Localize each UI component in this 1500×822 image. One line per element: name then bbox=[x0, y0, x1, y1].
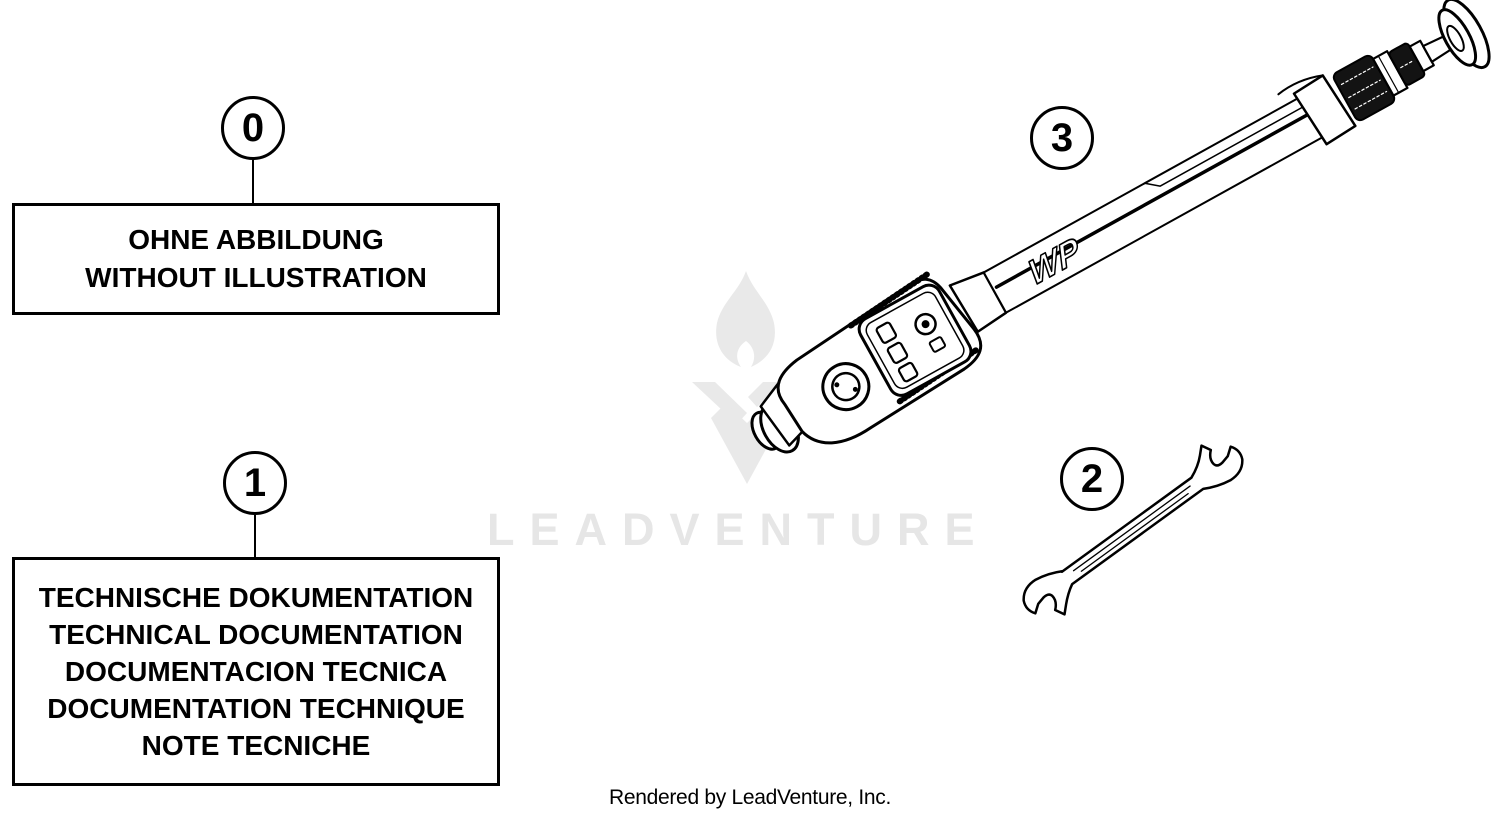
callout-0[interactable] bbox=[221, 96, 285, 160]
leadventure-flame-logo bbox=[692, 271, 784, 484]
note-line: TECHNISCHE DOKUMENTATION bbox=[38, 582, 474, 613]
note-line: WITHOUT ILLUSTRATION bbox=[85, 262, 427, 293]
callout-3[interactable] bbox=[1030, 106, 1094, 170]
callout-2-label: 2 bbox=[1080, 457, 1104, 501]
wrench-outline bbox=[1010, 430, 1256, 630]
callout-0-connector-line bbox=[252, 160, 254, 203]
callout-1[interactable] bbox=[223, 451, 287, 515]
wp-brand-mark: WP bbox=[1024, 230, 1085, 294]
note-box-without-illustration bbox=[12, 203, 500, 315]
note-line: DOCUMENTACION TECNICA bbox=[64, 656, 448, 687]
callout-2[interactable] bbox=[1060, 447, 1124, 511]
open-end-wrench-drawing bbox=[1010, 430, 1256, 630]
torque-wrench-drawing bbox=[727, 0, 1500, 479]
callout-3-label: 3 bbox=[1050, 116, 1074, 160]
note-line: DOCUMENTATION TECHNIQUE bbox=[47, 693, 465, 724]
callout-1-label: 1 bbox=[243, 461, 267, 505]
flame-icon bbox=[716, 271, 775, 367]
note-line: NOTE TECNICHE bbox=[141, 730, 371, 761]
callout-1-connector-line bbox=[254, 515, 256, 557]
callout-0-label: 0 bbox=[241, 106, 265, 150]
note-line: TECHNICAL DOCUMENTATION bbox=[49, 619, 463, 650]
rendered-by-credit: Rendered by LeadVenture, Inc. bbox=[608, 786, 891, 809]
note-box-technical-documentation bbox=[12, 557, 500, 786]
leadventure-watermark-text: LEADVENTURE bbox=[487, 504, 990, 555]
note-line: OHNE ABBILDUNG bbox=[128, 224, 384, 255]
